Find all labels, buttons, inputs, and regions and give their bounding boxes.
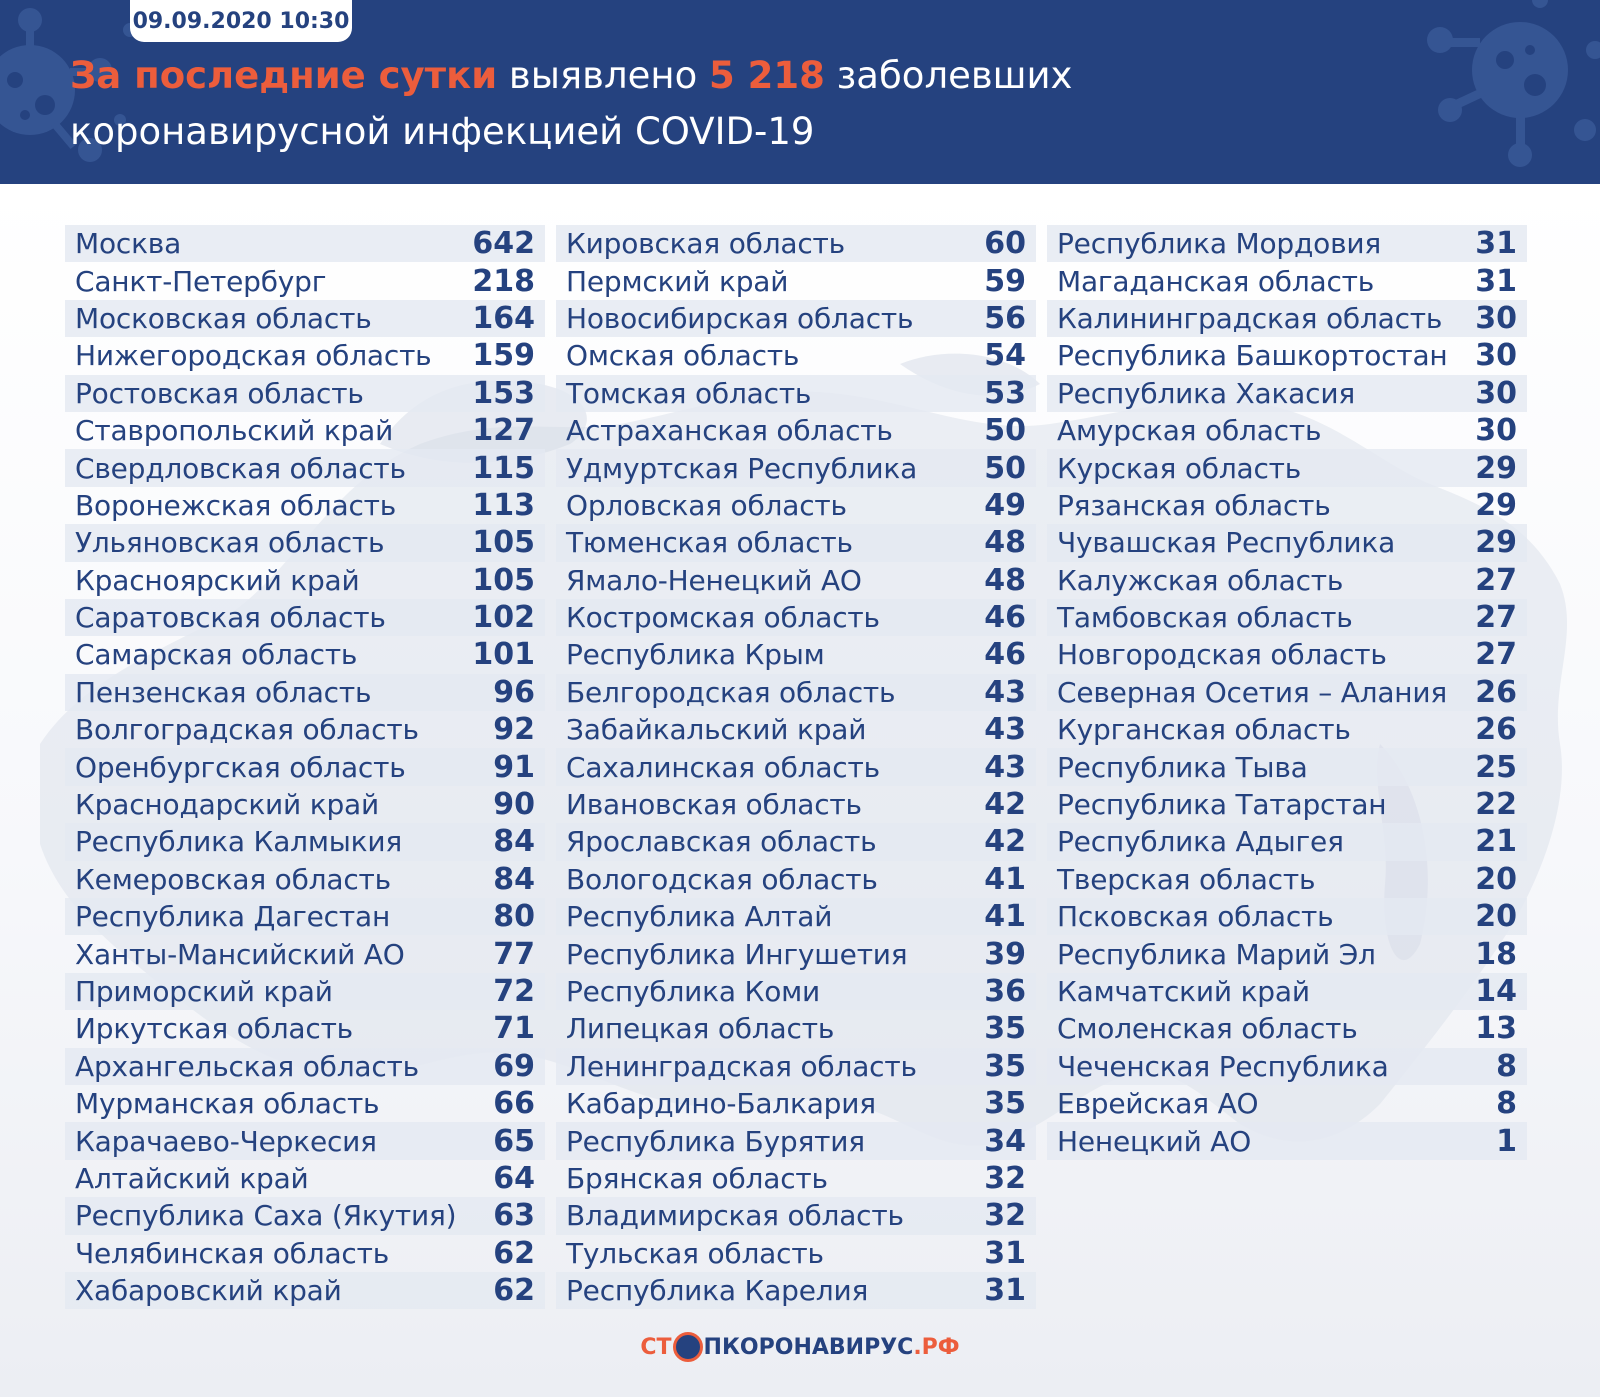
region-case-count: 62 [493,1273,535,1309]
table-row [556,337,1036,374]
region-case-count: 31 [1475,263,1517,299]
region-name: Архангельская область [75,1049,419,1083]
table-row [1047,748,1527,785]
table-row [65,1197,545,1234]
region-name: Брянская область [566,1161,828,1195]
region-case-count: 14 [1475,974,1517,1009]
table-row [65,1010,545,1047]
region-case-count: 29 [1475,487,1517,523]
table-row [1047,337,1527,374]
title-text-end: заболевших [824,54,1073,97]
region-name: Республика Мордовия [1057,227,1382,261]
regions-column-3 [1047,225,1527,1160]
logo-text-start: СТ [640,1334,672,1360]
region-case-count: 27 [1475,562,1517,598]
region-name: Республика Ингушетия [566,937,908,971]
region-name: Тверская область [1057,862,1316,896]
table-row [556,711,1036,748]
region-name: Ульяновская область [75,526,385,560]
region-name: Томская область [566,376,812,410]
region-case-count: 27 [1475,637,1517,673]
region-name: Курганская область [1057,713,1351,747]
region-case-count: 43 [984,749,1026,785]
table-row [65,337,545,374]
table-row [65,225,545,262]
table-row [65,636,545,673]
region-case-count: 39 [984,936,1026,972]
table-row [1047,636,1527,673]
table-row [1047,449,1527,486]
table-row [1047,674,1527,711]
table-row [1047,861,1527,898]
region-case-count: 42 [984,824,1026,860]
region-name: Нижегородская область [75,339,432,373]
region-case-count: 46 [984,637,1026,673]
region-name: Республика Калмыкия [75,825,403,859]
region-name: Красноярский край [75,563,360,597]
content-area [0,184,1600,1397]
region-name: Республика Татарстан [1057,788,1387,822]
table-row [65,487,545,524]
region-case-count: 72 [493,974,535,1009]
region-name: Самарская область [75,638,358,672]
region-case-count: 96 [493,674,535,710]
region-name: Чеченская Республика [1057,1049,1389,1083]
virus-decoration-right-icon [1410,0,1600,180]
region-case-count: 105 [472,525,535,561]
region-name: Сахалинская область [566,750,880,784]
region-name: Московская область [75,301,372,335]
table-row [1047,1048,1527,1085]
region-case-count: 8 [1496,1086,1517,1122]
region-case-count: 35 [984,1048,1026,1084]
region-name: Рязанская область [1057,488,1331,522]
region-case-count: 77 [493,936,535,972]
region-case-count: 32 [984,1160,1026,1196]
table-row [556,262,1036,299]
region-name: Республика Тыва [1057,750,1308,784]
region-case-count: 53 [984,375,1026,411]
region-name: Челябинская область [75,1236,390,1270]
region-name: Республика Дагестан [75,900,391,934]
region-case-count: 102 [472,600,535,636]
table-row [65,973,545,1010]
region-case-count: 71 [493,1011,535,1047]
table-row [65,786,545,823]
table-row [1047,786,1527,823]
region-case-count: 115 [472,450,535,486]
region-name: Омская область [566,339,800,373]
table-row [65,300,545,337]
table-row [1047,524,1527,561]
region-case-count: 30 [1475,375,1517,411]
table-row [556,1048,1036,1085]
region-case-count: 41 [984,899,1026,935]
region-name: Ямало-Ненецкий АО [566,563,862,597]
region-case-count: 22 [1475,787,1517,823]
table-row [556,1085,1036,1122]
region-case-count: 31 [984,1273,1026,1309]
region-name: Республика Башкортостан [1057,339,1448,373]
region-case-count: 84 [493,824,535,860]
region-name: Оренбургская область [75,750,406,784]
region-case-count: 27 [1475,600,1517,636]
table-row [65,711,545,748]
region-case-count: 65 [493,1123,535,1159]
region-name: Ярославская область [566,825,877,859]
region-case-count: 48 [984,525,1026,561]
region-name: Вологодская область [566,862,878,896]
region-name: Амурская область [1057,414,1322,448]
region-name: Забайкальский край [566,713,867,747]
region-case-count: 164 [472,300,535,336]
region-case-count: 26 [1475,712,1517,748]
region-name: Республика Марий Эл [1057,937,1376,971]
region-name: Алтайский край [75,1161,309,1195]
region-case-count: 30 [1475,413,1517,449]
region-name: Республика Саха (Якутия) [75,1199,457,1233]
table-row [556,487,1036,524]
header-banner [0,0,1600,184]
region-name: Мурманская область [75,1087,380,1121]
table-row [556,1197,1036,1234]
region-case-count: 50 [984,450,1026,486]
region-name: Свердловская область [75,451,406,485]
region-case-count: 60 [984,226,1026,262]
region-name: Республика Карелия [566,1274,869,1308]
region-case-count: 42 [984,787,1026,823]
region-name: Камчатский край [1057,975,1310,1008]
region-case-count: 80 [493,899,535,935]
region-name: Белгородская область [566,675,896,709]
logo-text-end: .РФ [913,1334,960,1360]
region-case-count: 46 [984,600,1026,636]
table-row [1047,1085,1527,1122]
region-case-count: 59 [984,263,1026,299]
region-name: Тамбовская область [1057,601,1353,635]
table-row [65,1160,545,1197]
region-case-count: 56 [984,300,1026,336]
table-row [556,935,1036,972]
region-case-count: 13 [1475,1011,1517,1047]
region-case-count: 29 [1475,525,1517,561]
table-row [556,1122,1036,1159]
region-case-count: 159 [472,338,535,374]
region-name: Смоленская область [1057,1012,1358,1046]
region-name: Кабардино-Балкария [566,1087,876,1121]
table-row [556,449,1036,486]
region-name: Ленинградская область [566,1049,917,1083]
region-case-count: 101 [472,637,535,673]
region-name: Владимирская область [566,1199,904,1233]
region-name: Кемеровская область [75,862,391,896]
logo-text-middle: ПКОРОНАВИРУС [703,1334,914,1360]
region-name: Калужская область [1057,563,1344,597]
region-name: Магаданская область [1057,264,1375,298]
region-name: Саратовская область [75,601,386,635]
region-name: Волгоградская область [75,713,419,747]
region-case-count: 66 [493,1086,535,1122]
table-row [65,1122,545,1159]
region-case-count: 105 [472,562,535,598]
table-row [65,1235,545,1272]
region-name: Чувашская Республика [1057,526,1396,560]
table-row [1047,973,1527,1010]
region-case-count: 43 [984,712,1026,748]
region-name: Приморский край [75,975,333,1008]
table-row [65,562,545,599]
region-name: Астраханская область [566,414,893,448]
table-row [556,1010,1036,1047]
table-row [65,375,545,412]
region-case-count: 642 [472,226,535,262]
table-row [65,935,545,972]
region-case-count: 26 [1475,674,1517,710]
region-name: Новгородская область [1057,638,1387,672]
table-row [65,674,545,711]
table-row [1047,599,1527,636]
region-name: Орловская область [566,488,847,522]
table-row [556,748,1036,785]
table-row [65,412,545,449]
region-case-count: 62 [493,1235,535,1271]
stopkoronavirus-logo [0,1332,1600,1362]
region-case-count: 218 [472,263,535,299]
region-case-count: 90 [493,787,535,823]
region-name: Республика Бурятия [566,1124,865,1158]
region-case-count: 63 [493,1198,535,1234]
region-name: Москва [75,227,182,261]
table-row [65,262,545,299]
title-highlight: За последние сутки [70,54,498,97]
region-name: Ивановская область [566,788,862,822]
region-name: Ставропольский край [75,414,394,448]
region-name: Костромская область [566,601,880,635]
region-case-count: 54 [984,338,1026,374]
region-case-count: 20 [1475,899,1517,935]
table-row [556,599,1036,636]
table-row [1047,711,1527,748]
table-row [65,1272,545,1309]
region-case-count: 30 [1475,300,1517,336]
region-name: Ростовская область [75,376,364,410]
region-case-count: 35 [984,1086,1026,1122]
region-name: Ханты-Мансийский АО [75,937,405,971]
region-case-count: 18 [1475,936,1517,972]
region-case-count: 32 [984,1198,1026,1234]
region-case-count: 20 [1475,861,1517,897]
region-name: Республика Крым [566,638,825,672]
title-line-2: коронавирусной инфекцией COVID-19 [70,110,815,153]
table-row [556,524,1036,561]
table-row [65,524,545,561]
region-name: Пензенская область [75,675,372,709]
region-case-count: 64 [493,1160,535,1196]
region-case-count: 31 [984,1235,1026,1271]
table-row [1047,1122,1527,1159]
region-name: Республика Адыгея [1057,825,1344,859]
table-row [1047,412,1527,449]
region-name: Краснодарский край [75,788,379,822]
table-row [556,1235,1036,1272]
region-name: Новосибирская область [566,301,914,335]
region-name: Курская область [1057,451,1302,485]
region-case-count: 49 [984,487,1026,523]
region-name: Калининградская область [1057,301,1443,335]
table-row [1047,375,1527,412]
region-case-count: 84 [493,861,535,897]
table-row [65,898,545,935]
region-case-count: 48 [984,562,1026,598]
region-name: Республика Коми [566,975,821,1008]
region-case-count: 69 [493,1048,535,1084]
region-name: Карачаево-Черкесия [75,1124,377,1158]
region-name: Хабаровский край [75,1274,342,1308]
table-row [1047,562,1527,599]
region-name: Воронежская область [75,488,397,522]
region-case-count: 36 [984,974,1026,1009]
table-row [1047,898,1527,935]
table-row [65,748,545,785]
table-row [556,225,1036,262]
region-case-count: 25 [1475,749,1517,785]
region-name: Ненецкий АО [1057,1124,1252,1158]
region-case-count: 41 [984,861,1026,897]
region-case-count: 34 [984,1123,1026,1159]
region-name: Псковская область [1057,900,1334,934]
region-name: Санкт-Петербург [75,264,327,298]
table-row [65,599,545,636]
total-cases-count: 5 218 [709,54,825,97]
table-row [65,823,545,860]
table-row [556,562,1036,599]
region-case-count: 43 [984,674,1026,710]
table-row [556,898,1036,935]
table-row [65,1048,545,1085]
table-row [1047,300,1527,337]
region-name: Республика Хакасия [1057,376,1355,410]
region-name: Республика Алтай [566,900,833,934]
table-row [65,1085,545,1122]
table-row [1047,935,1527,972]
regions-column-2 [556,225,1036,1309]
table-row [556,786,1036,823]
table-row [1047,225,1527,262]
region-case-count: 113 [472,487,535,523]
region-name: Липецкая область [566,1012,835,1046]
table-row [556,412,1036,449]
table-row [65,861,545,898]
region-name: Северная Осетия – Алания [1057,675,1448,709]
region-case-count: 8 [1496,1048,1517,1084]
region-name: Тюменская область [566,526,853,560]
table-row [1047,823,1527,860]
regions-column-1 [65,225,545,1309]
region-case-count: 31 [1475,226,1517,262]
region-name: Кировская область [566,227,845,261]
table-row [556,300,1036,337]
region-case-count: 50 [984,413,1026,449]
region-case-count: 92 [493,712,535,748]
region-case-count: 1 [1496,1123,1517,1159]
table-row [1047,487,1527,524]
page-title [70,48,1170,160]
date-badge: 09.09.2020 10:30 [130,0,352,42]
region-name: Тульская область [566,1236,824,1270]
table-row [556,636,1036,673]
table-row [556,1272,1036,1309]
region-case-count: 127 [472,413,535,449]
logo-virus-icon [673,1332,703,1362]
region-name: Пермский край [566,264,789,298]
region-case-count: 91 [493,749,535,785]
region-name: Еврейская АО [1057,1087,1259,1121]
table-row [556,375,1036,412]
region-name: Удмуртская Республика [566,451,918,485]
title-text: выявлено [497,54,709,97]
table-row [556,861,1036,898]
region-name: Иркутская область [75,1012,353,1046]
table-row [1047,1010,1527,1047]
region-case-count: 30 [1475,338,1517,374]
region-case-count: 35 [984,1011,1026,1047]
table-row [556,823,1036,860]
region-case-count: 29 [1475,450,1517,486]
table-row [556,674,1036,711]
region-case-count: 153 [472,375,535,411]
table-row [556,973,1036,1010]
table-row [1047,262,1527,299]
table-row [65,449,545,486]
table-row [556,1160,1036,1197]
region-case-count: 21 [1475,824,1517,860]
